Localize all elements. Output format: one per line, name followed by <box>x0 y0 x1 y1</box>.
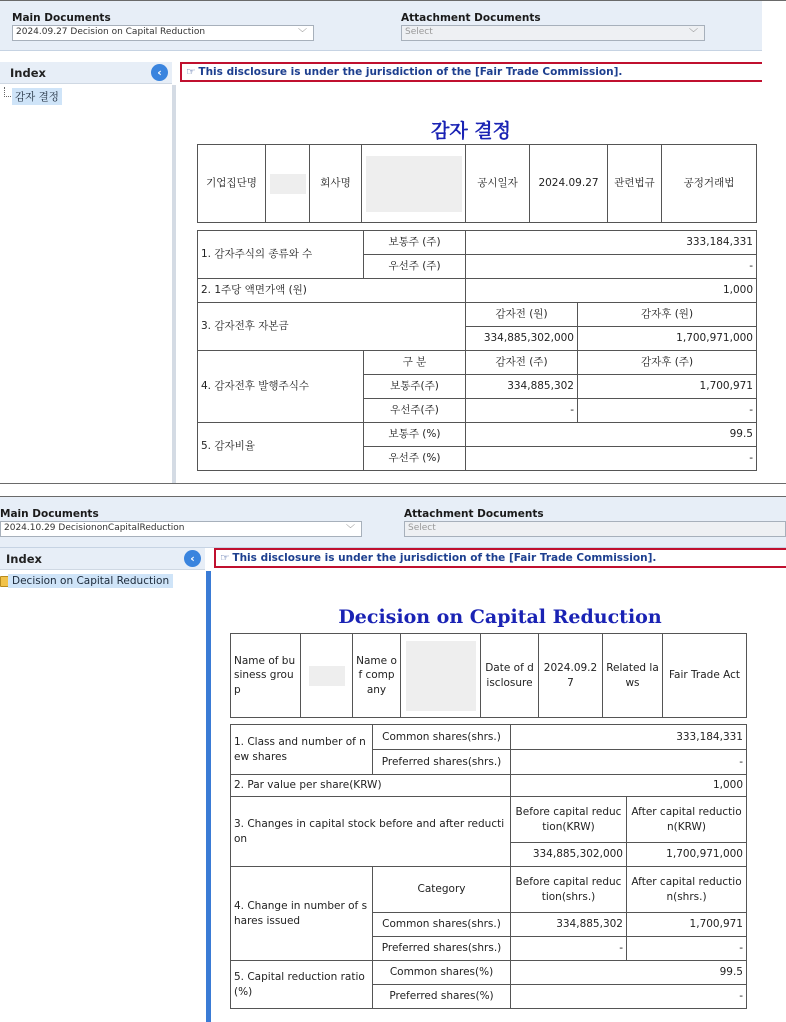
preferred-ratio-label: Preferred shares(%) <box>373 985 511 1009</box>
disclosure-info-table <box>230 633 747 718</box>
index-header <box>0 62 172 84</box>
company-label: 회사명 <box>310 145 362 223</box>
common-shares-after: 1,700,971 <box>578 375 757 399</box>
par-value-value: 1,000 <box>511 775 747 797</box>
preferred-ratio-value: - <box>511 985 747 1009</box>
index-sidebar <box>0 548 205 1022</box>
chevron-down-icon: ﹀ <box>345 525 355 535</box>
index-sidebar <box>0 62 172 484</box>
common-shares-before: 334,885,302 <box>511 913 627 937</box>
main-documents-label: Main Documents <box>12 12 111 24</box>
related-laws-value: Fair Trade Act <box>663 634 747 718</box>
attachment-documents-select[interactable] <box>401 25 705 41</box>
preferred-shares-label: Preferred shares(shrs.) <box>373 750 511 775</box>
par-value-label: 2. Par value per share(KRW) <box>231 775 511 797</box>
collapse-sidebar-icon[interactable]: ‹ <box>184 550 201 567</box>
after-reduction-header: After capital reduction(KRW) <box>627 797 747 843</box>
before-reduction-header: Before capital reduction(KRW) <box>511 797 627 843</box>
capital-after-value: 1,700,971,000 <box>627 843 747 867</box>
chevron-down-icon: ﹀ <box>688 29 698 39</box>
index-title: Index <box>10 66 46 80</box>
preferred-shares-value: - <box>511 750 747 775</box>
document-title: 감자 결정 <box>430 120 512 142</box>
attachment-documents-label: Attachment Documents <box>401 12 541 24</box>
capital-reduction-table <box>230 724 747 1009</box>
capital-after-value: 1,700,971,000 <box>578 327 757 351</box>
shares-after-header: 감자후 (주) <box>578 351 757 375</box>
main-documents-value: 2024.09.27 Decision on Capital Reduction <box>16 27 206 37</box>
business-group-label: 기업집단명 <box>198 145 266 223</box>
main-documents-select[interactable] <box>12 25 314 41</box>
common-shares-after: 1,700,971 <box>627 913 747 937</box>
disclosure-date-label: Date of disclosure <box>481 634 539 718</box>
shares-before-header: 감자전 (주) <box>466 351 578 375</box>
collapse-sidebar-icon[interactable]: ‹ <box>151 64 168 81</box>
attachment-documents-value: Select <box>408 523 436 533</box>
common-shares-label: 보통주(주) <box>364 375 466 399</box>
after-reduction-header: 감자후 (원) <box>578 303 757 327</box>
before-reduction-header: 감자전 (원) <box>466 303 578 327</box>
preferred-shares-before: - <box>466 399 578 423</box>
main-documents-label: Main Documents <box>0 508 99 520</box>
related-laws-label: Related laws <box>603 634 663 718</box>
category-header: 구 분 <box>364 351 466 375</box>
document-header <box>0 1 762 51</box>
capital-before-value: 334,885,302,000 <box>511 843 627 867</box>
preferred-shares-label: 우선주(주) <box>364 399 466 423</box>
business-group-value <box>301 634 353 718</box>
par-value-label: 2. 1주당 액면가액 (원) <box>198 279 466 303</box>
tree-item-capital-reduction[interactable]: 감자 결정 <box>12 88 62 105</box>
document-content <box>214 548 786 1022</box>
redacted-block <box>406 641 476 711</box>
preferred-shares-after: - <box>627 937 747 961</box>
shares-after-header: After capital reduction(shrs.) <box>627 867 747 913</box>
disclosure-date-value: 2024.09.27 <box>539 634 603 718</box>
disclosure-date-value: 2024.09.27 <box>530 145 608 223</box>
common-ratio-label: Common shares(%) <box>373 961 511 985</box>
jurisdiction-notice <box>214 548 786 568</box>
preferred-shares-before: - <box>511 937 627 961</box>
sidebar-splitter[interactable] <box>206 571 211 1022</box>
document-header <box>0 497 786 548</box>
common-shares-value: 333,184,331 <box>511 725 747 750</box>
business-group-label: Name of business group <box>231 634 301 718</box>
index-title: Index <box>6 552 42 566</box>
class-and-number-label: 1. Class and number of new shares <box>231 725 373 775</box>
capital-reduction-table <box>197 230 757 471</box>
english-viewer-panel <box>0 496 786 1022</box>
redacted-block <box>309 666 345 686</box>
common-shares-label: Common shares(shrs.) <box>373 913 511 937</box>
korean-viewer-panel <box>0 0 786 484</box>
redacted-block <box>366 156 462 212</box>
class-and-number-label: 1. 감자주식의 종류와 수 <box>198 231 364 279</box>
common-shares-value: 333,184,331 <box>466 231 757 255</box>
chevron-down-icon: ﹀ <box>297 29 307 39</box>
related-laws-label: 관련법규 <box>608 145 662 223</box>
redacted-block <box>270 174 306 194</box>
main-documents-select[interactable] <box>0 521 362 537</box>
pointing-hand-icon: ☞ <box>186 66 196 78</box>
disclosure-info-table <box>197 144 757 223</box>
company-value <box>401 634 481 718</box>
preferred-ratio-value: - <box>466 447 757 471</box>
common-shares-before: 334,885,302 <box>466 375 578 399</box>
capital-stock-change-label: 3. Changes in capital stock before and after reduction <box>231 797 511 867</box>
tree-item-decision-on-capital-reduction[interactable]: Decision on Capital Reduction <box>8 574 173 588</box>
reduction-ratio-label: 5. Capital reduction ratio(%) <box>231 961 373 1009</box>
document-title: Decision on Capital Reduction <box>338 606 662 628</box>
reduction-ratio-label: 5. 감자비율 <box>198 423 364 471</box>
company-value <box>362 145 466 223</box>
common-ratio-label: 보통주 (%) <box>364 423 466 447</box>
attachment-documents-select[interactable] <box>404 521 786 537</box>
shares-issued-change-label: 4. Change in number of shares issued <box>231 867 373 961</box>
par-value-value: 1,000 <box>466 279 757 303</box>
common-shares-label: 보통주 (주) <box>364 231 466 255</box>
common-ratio-value: 99.5 <box>511 961 747 985</box>
business-group-value <box>266 145 310 223</box>
preferred-shares-label: 우선주 (주) <box>364 255 466 279</box>
preferred-shares-value: - <box>466 255 757 279</box>
document-content <box>180 62 762 484</box>
shares-before-header: Before capital reduction(shrs.) <box>511 867 627 913</box>
jurisdiction-notice <box>180 62 762 82</box>
capital-stock-change-label: 3. 감자전후 자본금 <box>198 303 466 351</box>
attachment-documents-value: Select <box>405 27 433 37</box>
company-label: Name of company <box>353 634 401 718</box>
index-header <box>0 548 205 570</box>
preferred-shares-label: Preferred shares(shrs.) <box>373 937 511 961</box>
related-laws-value: 공정거래법 <box>662 145 757 223</box>
main-documents-value: 2024.10.29 DecisiononCapitalReduction <box>4 523 185 533</box>
attachment-documents-label: Attachment Documents <box>404 508 544 520</box>
disclosure-date-label: 공시일자 <box>466 145 530 223</box>
capital-before-value: 334,885,302,000 <box>466 327 578 351</box>
tree-connector <box>4 87 11 97</box>
preferred-shares-after: - <box>578 399 757 423</box>
category-header: Category <box>373 867 511 913</box>
common-ratio-value: 99.5 <box>466 423 757 447</box>
pointing-hand-icon: ☞ <box>220 552 230 564</box>
notice-text: This disclosure is under the jurisdiction of the [Fair Trade Commission]. <box>198 66 623 78</box>
shares-issued-change-label: 4. 감자전후 발행주식수 <box>198 351 364 423</box>
sidebar-splitter[interactable] <box>172 85 176 484</box>
common-shares-label: Common shares(shrs.) <box>373 725 511 750</box>
preferred-ratio-label: 우선주 (%) <box>364 447 466 471</box>
notice-text: This disclosure is under the jurisdiction of the [Fair Trade Commission]. <box>232 552 657 564</box>
